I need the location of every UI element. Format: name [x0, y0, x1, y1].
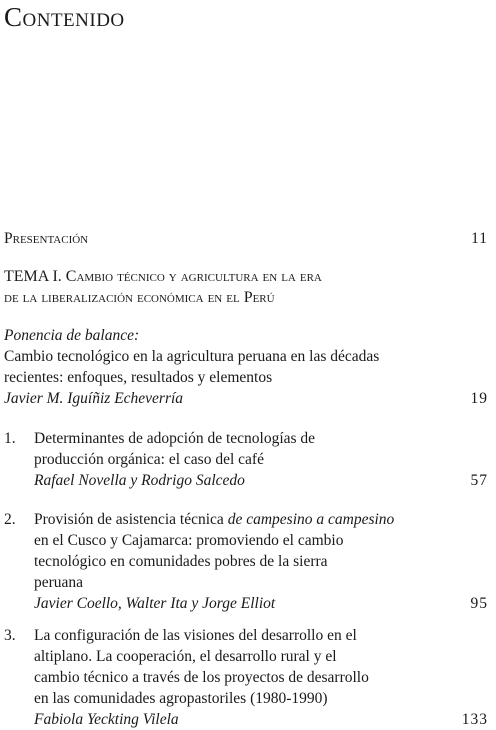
presentacion-page: 11: [471, 230, 488, 247]
entry-1-number: 1.: [4, 430, 16, 447]
ponencia-block[interactable]: [4, 325, 492, 409]
entry-3-line2: altiplano. La cooperación, el desarrollo rural y el: [34, 648, 337, 665]
entry-2-number: 2.: [4, 511, 16, 528]
ponencia-author: Javier M. Iguíñiz Echeverría: [4, 390, 184, 407]
ponencia-title-line1: Cambio tecnológico en la agricultura peruana en las décadas: [4, 348, 380, 365]
toc-entry-2[interactable]: [4, 509, 492, 614]
entry-3-page: 133: [461, 711, 488, 728]
entry-2-line1-plain: Provisión de asistencia técnica: [34, 511, 228, 528]
entry-3-author: Fabiola Yeckting Vilela: [34, 711, 179, 728]
entry-3-line4: en las comunidades agropastoriles (1980-1990): [34, 690, 328, 707]
presentacion-label: Presentación: [4, 230, 89, 247]
tema-line1: [4, 266, 492, 287]
entry-1-page: 57: [470, 472, 488, 489]
entry-1-line1: Determinantes de adopción de tecnologías de: [34, 430, 316, 447]
entry-3-line3: cambio técnico a través de los proyectos de desarrollo: [34, 669, 369, 686]
toc-entry-3[interactable]: [4, 625, 492, 730]
entry-2-line2: en el Cusco y Cajamarca: promoviendo el cambio: [34, 532, 344, 549]
entry-2-line3: tecnológico en comunidades pobres de la sierra: [34, 553, 328, 570]
toc-presentacion[interactable]: [4, 228, 492, 249]
entry-2-line4: peruana: [34, 574, 84, 591]
entry-3-line1: La configuración de las visiones del desarrollo en el: [34, 627, 357, 644]
entry-1-line2: producción orgánica: el caso del café: [34, 451, 264, 468]
tema-line2: de la liberalización económica en el Perú: [4, 289, 275, 306]
tema-prefix: TEMA I.: [4, 268, 62, 285]
ponencia-label: Ponencia de balance:: [4, 327, 140, 344]
entry-2-author: Javier Coello, Walter Ita y Jorge Elliot: [34, 595, 276, 612]
entry-2-line1: [34, 509, 492, 530]
tema-heading: [4, 266, 492, 308]
entry-2-page: 95: [470, 595, 488, 612]
entry-3-number: 3.: [4, 627, 16, 644]
entry-2-line1-italic: de campesino a campesino: [227, 511, 395, 528]
entry-1-author: Rafael Novella y Rodrigo Salcedo: [34, 472, 245, 489]
ponencia-title-line2: recientes: enfoques, resultados y elementos: [4, 369, 273, 386]
ponencia-page: 19: [470, 390, 488, 407]
page-title: Contenido: [4, 2, 125, 32]
tema-line1-rest: Cambio técnico y agricultura en la era: [65, 268, 322, 285]
toc-entry-1[interactable]: [4, 428, 492, 491]
